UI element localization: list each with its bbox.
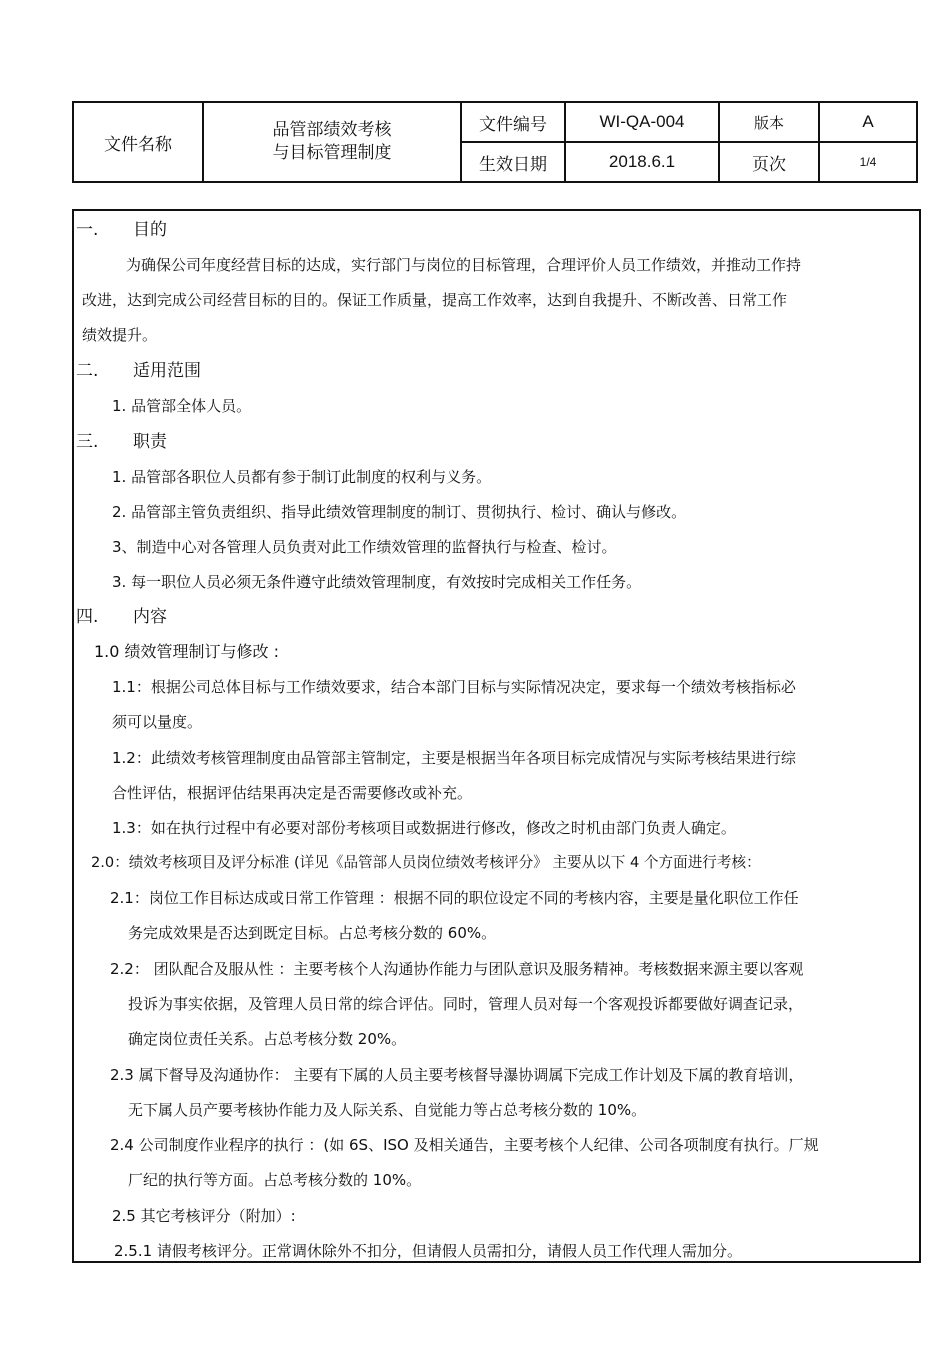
paragraph-line: 投诉为事实依据，及管理人员日常的综合评估。同时，管理人员对每一个客观投诉都要做好调查记录， [128, 995, 804, 1013]
section-2-number: 二. [76, 361, 99, 381]
effective-date-label: 生效日期 [479, 154, 547, 175]
version-label: 版本 [753, 113, 784, 132]
list-item: 3、制造中心对各管理人员负责对此工作绩效管理的监督执行与检查、检讨。 [112, 538, 617, 556]
paragraph-line: 1.1：根据公司总体目标与工作绩效要求，结合本部门目标与实际情况决定，要求每一个绩效考核指标必 [112, 678, 796, 696]
file-title [204, 103, 460, 181]
paragraph-line: 2.5 其它考核评分（附加）: [112, 1207, 296, 1225]
file-title-line2: 与目标管理制度 [272, 143, 392, 163]
paragraph-line: 绩效提升。 [82, 326, 158, 344]
paragraph-line: 无下属人员产要考核协作能力及人际关系、自觉能力等占总考核分数的 10%。 [128, 1101, 647, 1119]
section-3-number: 三. [76, 432, 99, 452]
section-4-title: 内容 [133, 607, 167, 627]
section-4-number: 四. [76, 607, 99, 627]
document-header-table [72, 101, 918, 183]
list-item: 2. 品管部主管负责组织、指导此绩效管理制度的制订、贯彻执行、检讨、确认与修改。 [112, 503, 687, 521]
paragraph-line: 2.3 属下督导及沟通协作： 主要有下属的人员主要考核督导瀑协调属下完成工作计划及下属的教育培训， [110, 1066, 804, 1084]
paragraph-line: 为确保公司年度经营目标的达成，实行部门与岗位的目标管理，合理评价人员工作绩效，并推动工作持 [126, 256, 802, 274]
paragraph-line: 2.2： 团队配合及服从性 ：主要考核个人沟通协作能力与团队意识及服务精神。考核数据来源主要以客观 [110, 960, 804, 978]
section-1-title: 目的 [133, 220, 167, 240]
list-item: 3. 每一职位人员必须无条件遵守此绩效管理制度，有效按时完成相关工作任务。 [112, 573, 642, 591]
page-value: 1/4 [859, 155, 877, 169]
paragraph-line: 1.2：此绩效考核管理制度由品管部主管制定，主要是根据当年各项目标完成情况与实际考核结果进行综 [112, 749, 796, 767]
subsection-heading: 1.0 绩效管理制订与修改 : [94, 642, 280, 661]
paragraph-line: 2.5.1 请假考核评分。正常调休除外不扣分，但请假人员需扣分，请假人员工作代理人需加分。 [114, 1242, 742, 1260]
doc-no-value: WI-QA-004 [599, 112, 685, 131]
paragraph-line: 合性评估，根据评估结果再决定是否需要修改或补充。 [112, 784, 473, 802]
section-3-title: 职责 [133, 432, 167, 452]
paragraph-line: 改进，达到完成公司经营目标的目的。保证工作质量，提高工作效率，达到自我提升、不断改善、日常工作 [82, 291, 788, 309]
paragraph-line: 2.1：岗位工作目标达成或日常工作管理 ：根据不同的职位设定不同的考核内容，主要是量化职位工作任 [110, 889, 799, 907]
section-2-title: 适用范围 [133, 361, 201, 381]
paragraph-line: 确定岗位责任关系。占总考核分数 20%。 [128, 1030, 407, 1048]
effective-date-value: 2018.6.1 [608, 152, 676, 171]
paragraph-line: 2.4 公司制度作业程序的执行 ：(如 6S、ISO 及相关通告，主要考核个人纪律、公司各项制度有执行。厂规 [110, 1136, 819, 1154]
section-1-number: 一. [76, 220, 99, 240]
file-name-label: 文件名称 [104, 134, 172, 155]
subsection-heading: 2.0：绩效考核项目及评分标准 (详见《品管部人员岗位绩效考核评分》 主要从以下 4 个方面进行考核： [91, 854, 761, 871]
paragraph-line: 1.3：如在执行过程中有必要对部份考核项目或数据进行修改，修改之时机由部门负责人确定。 [112, 819, 736, 837]
paragraph-line: 厂纪的执行等方面。占总考核分数的 10%。 [128, 1171, 422, 1189]
page-label: 页次 [752, 154, 786, 175]
file-title-line1: 品管部绩效考核 [272, 120, 392, 140]
doc-no-label: 文件编号 [479, 114, 547, 135]
version-value: A [862, 112, 874, 131]
list-item: 1. 品管部全体人员。 [112, 397, 252, 415]
paragraph-line: 须可以量度。 [112, 713, 203, 731]
paragraph-line: 务完成效果是否达到既定目标。占总考核分数的 60%。 [128, 924, 497, 942]
list-item: 1. 品管部各职位人员都有参于制订此制度的权利与义务。 [112, 468, 492, 486]
